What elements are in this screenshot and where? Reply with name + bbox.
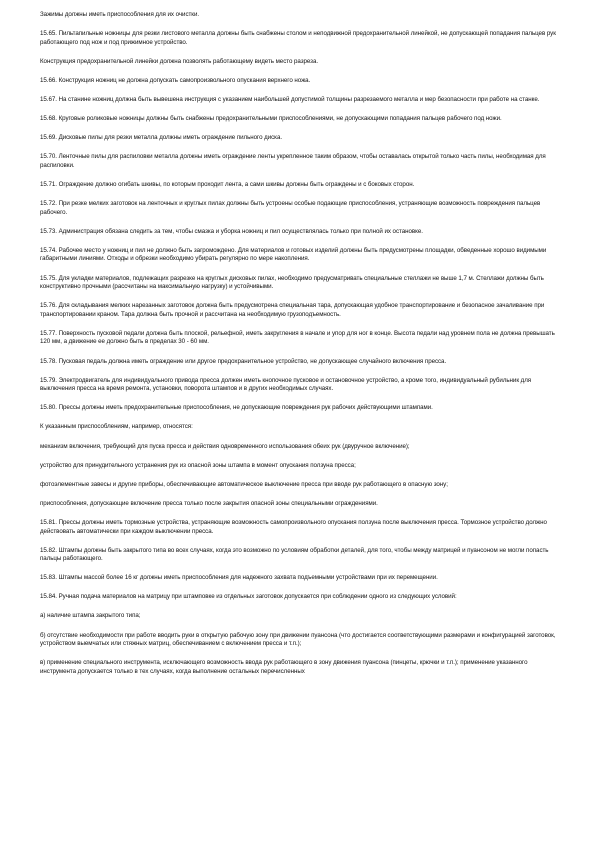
paragraph-15-70: 15.70. Ленточные пилы для распиловки металла должны иметь ограждение ленты укрепленное таким образом, чтобы оставалась открытой только часть пилы, необходимая для распиловки. [40,153,546,169]
paragraph-condition-b: б) отсутствие необходимости при работе вводить руки в открытую рабочую зону при движении пуансона (что достигается соответствующими размерами и конфигурацией заготовок, устройством выемчатых или стяжных матриц, обеспечиванием с включением пресса и т.п.); [40,631,556,648]
paragraph-15-65: 15.65. Пильтапильные ножницы для резки листового металла должны быть снабжены столом и неподвижной предохранительной линейкой, не допускающей попадания пальцев рук работающего под нож и под прижимное устройство. [40,30,556,46]
paragraph-15-75: 15.75. Для укладки материалов, подлежащих разрезке на круглых дисковых пилах, необходимо предусматривать специальные стеллажи не выше 1,7 м. Стеллажи должны быть конструктивно прочными (рассчитаны на максимальную нагрузку) и устойчивыми. [40,274,544,291]
paragraph-15-71: 15.71. Ограждение должно огибать шкивы, по которым проходит лента, а сами шкивы должны быть ограждены и с боковых сторон. [40,180,415,188]
paragraph-15-73: 15.73. Администрация обязана следить за тем, чтобы смазка и уборка ножниц и пил осуществлялась только при полной их остановке. [40,227,423,235]
paragraph-15-67: 15.67. На станине ножниц должна быть вывешена инструкция с указанием наибольшей допустимой толщины разрезаемого металла и мер безопасности при работе на станке. [40,95,540,103]
paragraph-two-hand-control: механизм включения, требующий для пуска пресса и действия одновременного использования обеих рук (двуручное включение); [40,442,410,450]
paragraph-15-76: 15.76. Для складывания мелких нарезанных заготовок должна быть предусмотрена специальная тара, допускающая удобное транспортирование и безопасное зачаливание при транспортировании краном. Тара должна быть прочной и рассчитана на необходимую грузоподъемность. [40,302,545,318]
paragraph-15-83: 15.83. Штампы массой более 16 кг должны иметь приспособления для надежного захвата подъемными устройствами при их перемещении. [40,574,438,582]
paragraph-15-79: 15.79. Электродвигатель для индивидуального привода пресса должен иметь кнопочное пусковое и остановочное устройство, а кроме того, индивидуальный рубильник для выключения пресса на время ремонта, установки, поворота штампов и в других необходимых случаях. [40,376,532,393]
paragraph-hand-removal: устройство для принудительного устранения рук из опасной зоны штампа в момент опускания ползуна пресса; [40,461,356,469]
paragraph-15-82: 15.82. Штампы должны быть закрытого типа во всех случаях, когда это возможно по условиям обработки деталей, для того, чтобы между матрицей и пуансоном не могли попасть пальцы работающего. [40,546,549,563]
document-body [40,11,562,685]
paragraph-15-65-linejka: Конструкция предохранительной линейки должна позволять работающему видеть место разреза. [40,57,319,65]
paragraph-15-84: 15.84. Ручная подача материалов на матрицу при штамповке из отдельных заготовок допускается при соблюдении одного из следующих условий: [40,593,457,601]
paragraph-15-77: 15.77. Поверхность пусковой педали должна быть плоской, рельефной, иметь закругления в начале и упор для ног в конце. Высота педали над уровнем пола не должна превышать 120 мм, а движение ее должно быть в пределах 30 - 60 мм. [40,329,555,346]
paragraph-guard-interlock: приспособления, допускающие включение пресса только после закрытия опасной зоны специальными ограждениями. [40,499,378,507]
paragraph-condition-a: а) наличие штампа закрытого типа; [40,612,141,620]
paragraph-15-78: 15.78. Пусковая педаль должна иметь ограждение или другое предохранительное устройство, не допускающее случайного включения пресса. [40,357,447,365]
paragraph-condition-v: в) применение специального инструмента, исключающего возможность ввода рук работающего в зону движения пуансона (пинцеты, крючки и т.п.); применение указанного инструмента допускается только в тех случаях, когда выполнение остальных перечисленных [40,659,528,675]
paragraph-15-66: 15.66. Конструкция ножниц не должна допускать самопроизвольного опускания верхнего ножа. [40,76,311,84]
paragraph-15-74: 15.74. Рабочее место у ножниц и пил не должно быть загромождено. Для материалов и готовых изделий должны быть предусмотрены площадки, обведенные хорошо видимыми габаритными линиями. Отходы и обрезки необходимо убирать регулярно по мере накопления. [40,246,547,263]
paragraph-15-72: 15.72. При резке мелких заготовок на ленточных и круглых пилах должны быть устроены особые подающие приспособления, устраняющие возможность повреждения пальцев рабочего. [40,200,541,216]
paragraph-photo-curtains: фотоэлементные завесы и другие приборы, обеспечивающие автоматическое выключение пресса при вводе рук работающего в опасную зону; [40,480,448,488]
paragraph-15-81: 15.81. Прессы должны иметь тормозные устройства, устраняющие возможность самопроизвольного опускания ползуна после выключения пресса. Тормозное устройство должно действовать автоматически при каждом выключении пресса. [40,518,547,535]
paragraph-15-68: 15.68. Круговые роликовые ножницы должны быть снабжены предохранительными приспособлениями, не допускающими попадания пальцев рабочего под ножи. [40,115,502,123]
paragraph-zazhimy: Зажимы должны иметь приспособления для их очистки. [40,11,200,18]
paragraph-15-80: 15.80. Прессы должны иметь предохранительные приспособления, не допускающие повреждения рук рабочих действующими штампами. [40,404,433,412]
paragraph-examples-intro: К указанным приспособлениям, например, относятся: [40,423,193,431]
paragraph-15-69: 15.69. Дисковые пилы для резки металла должны иметь ограждение пильного диска. [40,134,283,142]
